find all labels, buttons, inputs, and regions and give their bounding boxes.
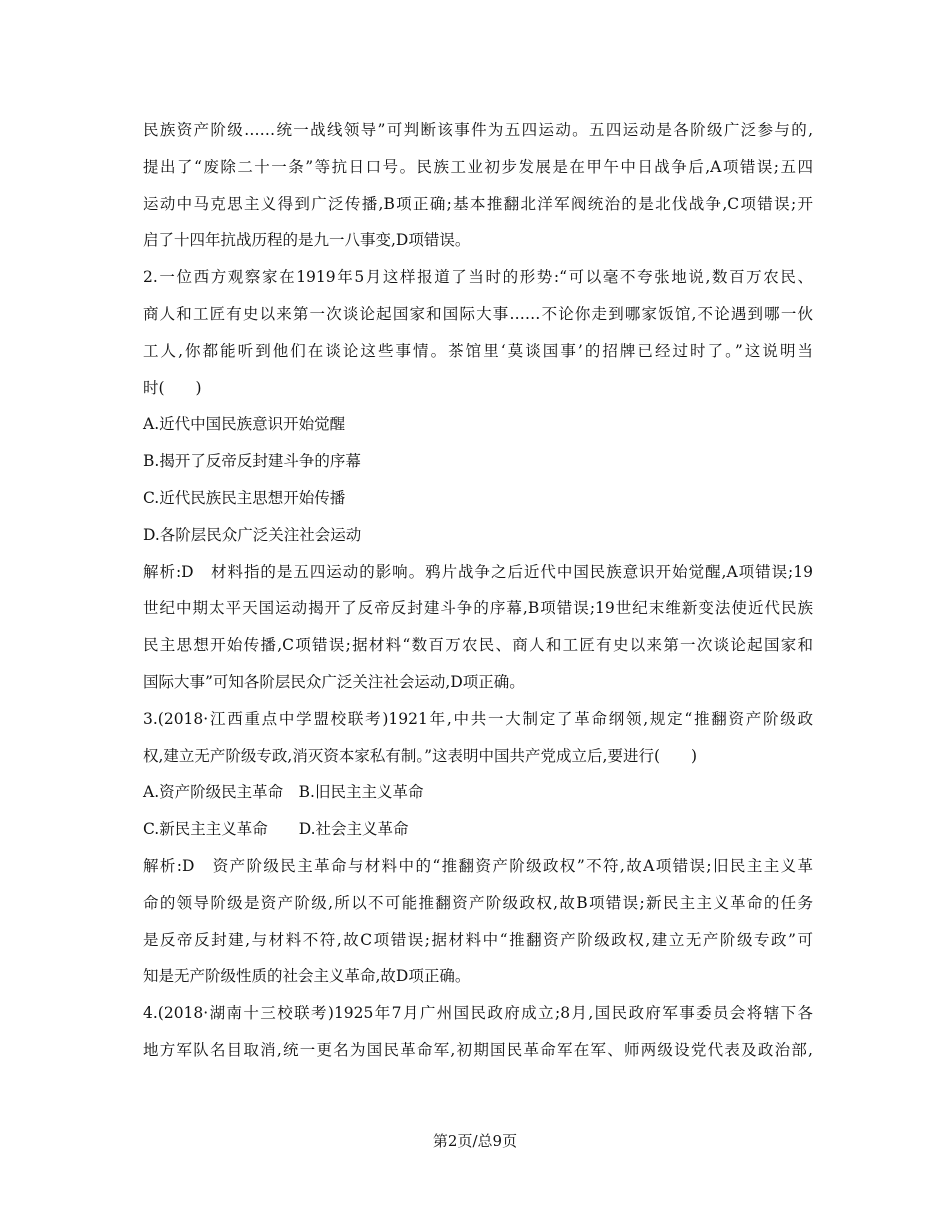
text-line: 解析:D 材料指的是五四运动的影响。鸦片战争之后近代中国民族意识开始觉醒,A项错误;19 — [143, 562, 813, 581]
text-line: B.揭开了反帝反封建斗争的序幕 — [143, 452, 361, 471]
page-body-text — [143, 112, 813, 1069]
text-line: 运动中马克思主义得到广泛传播,B项正确;基本推翻北洋军阀统治的是北伐战争,C项错误;开 — [143, 194, 813, 213]
text-line: 地方军队名目取消,统一更名为国民革命军,初期国民革命军在军、师两级设党代表及政治部, — [143, 1040, 813, 1059]
page-number-footer: 第2页/总9页 — [432, 1132, 518, 1150]
text-line: 2.一位西方观察家在1919年5月这样报道了当时的形势:“可以毫不夸张地说,数百万农民、 — [143, 268, 813, 287]
text-line: C.新民主主义革命 D.社会主义革命 — [143, 820, 409, 839]
text-line: 时( ) — [143, 378, 202, 397]
text-line: 商人和工匠有史以来第一次谈论起国家和国际大事……不论你走到哪家饭馆,不论遇到哪一伙 — [143, 304, 813, 323]
text-line: A.资产阶级民主革命 B.旧民主主义革命 — [143, 783, 424, 802]
text-line: 启了十四年抗战历程的是九一八事变,D项错误。 — [143, 231, 471, 250]
text-line: 国际大事”可知各阶层民众广泛关注社会运动,D项正确。 — [143, 672, 525, 691]
text-line: D.各阶层民众广泛关注社会运动 — [143, 525, 362, 544]
text-line: 权,建立无产阶级专政,消灭资本家私有制。”这表明中国共产党成立后,要进行( ) — [143, 746, 698, 765]
text-line: 民族资产阶级……统一战线领导”可判断该事件为五四运动。五四运动是各阶级广泛参与的, — [143, 121, 813, 139]
text-line: 命的领导阶级是资产阶级,所以不可能推翻资产阶级政权,故B项错误;新民主主义革命的任务 — [143, 893, 813, 912]
text-line: 4.(2018·湖南十三校联考)1925年7月广州国民政府成立;8月,国民政府军事委员会将辖下各 — [143, 1004, 813, 1023]
text-line: 世纪中期太平天国运动揭开了反帝反封建斗争的序幕,B项错误;19世纪末维新变法使近代民族 — [143, 599, 813, 618]
text-line: 民主思想开始传播,C项错误;据材料“数百万农民、商人和工匠有史以来第一次谈论起国家和 — [143, 636, 813, 655]
text-line: 工人,你都能听到他们在谈论这些事情。茶馆里‘莫谈国事’的招牌已经过时了。”这说明当 — [143, 341, 813, 360]
text-line: 知是无产阶级性质的社会主义革命,故D项正确。 — [143, 967, 471, 986]
text-line: C.近代民族民主思想开始传播 — [143, 488, 346, 507]
text-line: 3.(2018·江西重点中学盟校联考)1921年,中共一大制定了革命纲领,规定“推翻资产阶级政 — [143, 709, 813, 728]
text-line: A.近代中国民族意识开始觉醒 — [143, 415, 346, 434]
text-line: 提出了“废除二十一条”等抗日口号。民族工业初步发展是在甲午中日战争后,A项错误;五四 — [143, 157, 813, 176]
text-line: 是反帝反封建,与材料不符,故C项错误;据材料中“推翻资产阶级政权,建立无产阶级专政”可 — [143, 930, 813, 949]
text-line: 解析:D 资产阶级民主革命与材料中的“推翻资产阶级政权”不符,故A项错误;旧民主主义革 — [143, 856, 813, 875]
